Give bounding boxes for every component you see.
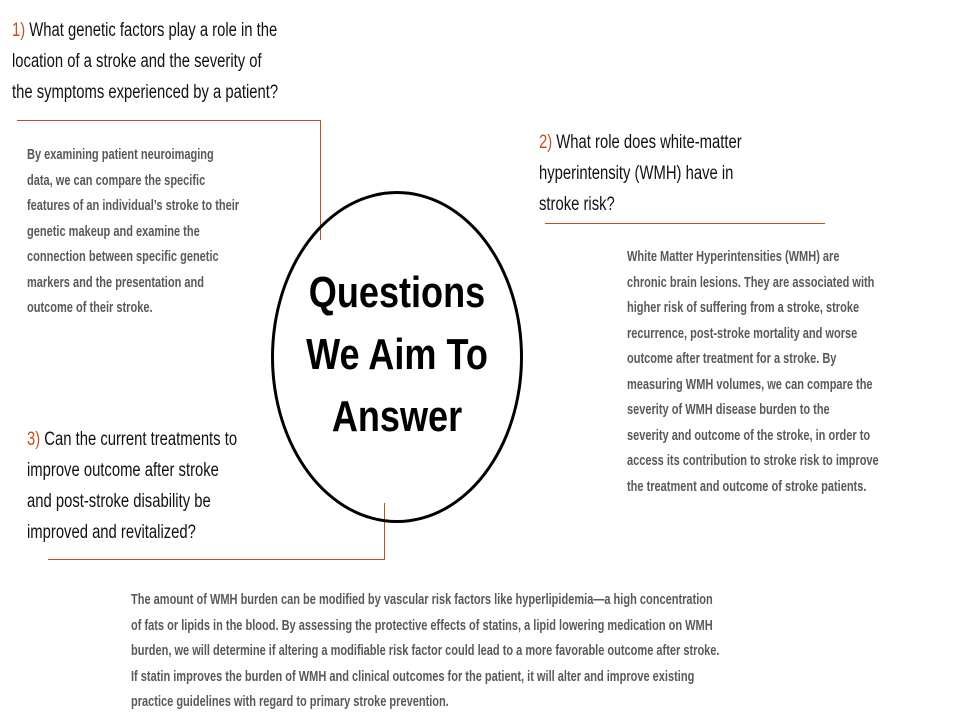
question1-body-line: connection between specific genetic (27, 249, 219, 265)
question3-body-line: of fats or lipids in the blood. By assessing the protective effects of statins, a lipid lowering medication on WMH (131, 617, 713, 634)
question2-number: 2) (539, 132, 553, 153)
q1-rule-vertical (320, 120, 321, 240)
question3-line: improved and revitalized? (27, 522, 196, 543)
question1-body-line: features of an individual’s stroke to their (27, 198, 240, 214)
center-title-line: We Aim To (306, 330, 488, 379)
question2-body-line: measuring WMH volumes, we can compare the (627, 376, 873, 393)
question3-body (131, 588, 719, 716)
question1-line: What genetic factors play a role in the (29, 20, 278, 41)
center-title-line: Answer (331, 392, 463, 441)
question3-body-line: The amount of WMH burden can be modified by vascular risk factors like hyperlipidemia—a high concentration (131, 592, 713, 608)
question2-body-line: the treatment and outcome of stroke patients. (627, 478, 867, 495)
question1-body-line: genetic makeup and examine the (27, 223, 200, 240)
question3-line: and post-stroke disability be (27, 491, 211, 512)
question3-number: 3) (27, 429, 41, 450)
q2-rule-horizontal (545, 223, 825, 224)
question2-body-line: White Matter Hyperintensities (WMH) are (627, 249, 840, 265)
q3-rule-horizontal (48, 559, 385, 560)
question2-body-line: access its contribution to stroke risk to improve (627, 453, 879, 469)
question2-body-line: higher risk of suffering from a stroke, stroke (627, 300, 860, 316)
question3-line: improve outcome after stroke (27, 460, 219, 481)
question3-body-line: If statin improves the burden of WMH and clinical outcomes for the patient, it will alter and improve existing (131, 668, 695, 685)
question1-body-line: By examining patient neuroimaging (27, 147, 214, 163)
question2-body (627, 245, 879, 500)
question1-body (27, 143, 239, 322)
question1-line: location of a stroke and the severity of (12, 51, 262, 72)
question3-line: Can the current treatments to (44, 429, 238, 450)
question1-number: 1) (12, 20, 26, 41)
question2-body-line: severity of WMH disease burden to the (627, 402, 830, 418)
question2-body-line: recurrence, post-stroke mortality and worse (627, 325, 858, 342)
question2-body-line: chronic brain lesions. They are associated with (627, 274, 875, 291)
question1-line: the symptoms experienced by a patient? (12, 82, 279, 103)
question2-heading (539, 127, 742, 220)
question1-body-line: markers and the presentation and (27, 274, 204, 291)
question3-heading (27, 424, 237, 548)
question2-line: stroke risk? (539, 194, 615, 215)
question2-line: What role does white-matter (556, 132, 742, 153)
center-title (294, 262, 501, 448)
question3-body-line: burden, we will determine if altering a modifiable risk factor could lead to a more favorable outcome after stroke. (131, 643, 720, 659)
question2-body-line: severity and outcome of the stroke, in order to (627, 427, 871, 444)
question1-heading (12, 15, 278, 108)
question3-body-line: practice guidelines with regard to primary stroke prevention. (131, 694, 449, 710)
question2-body-line: outcome after treatment for a stroke. By (627, 351, 837, 367)
center-title-line: Questions (308, 268, 486, 317)
question2-line: hyperintensity (WMH) have in (539, 163, 734, 184)
question1-body-line: data, we can compare the specific (27, 172, 206, 189)
q1-rule-horizontal (17, 120, 321, 121)
question1-body-line: outcome of their stroke. (27, 300, 153, 316)
